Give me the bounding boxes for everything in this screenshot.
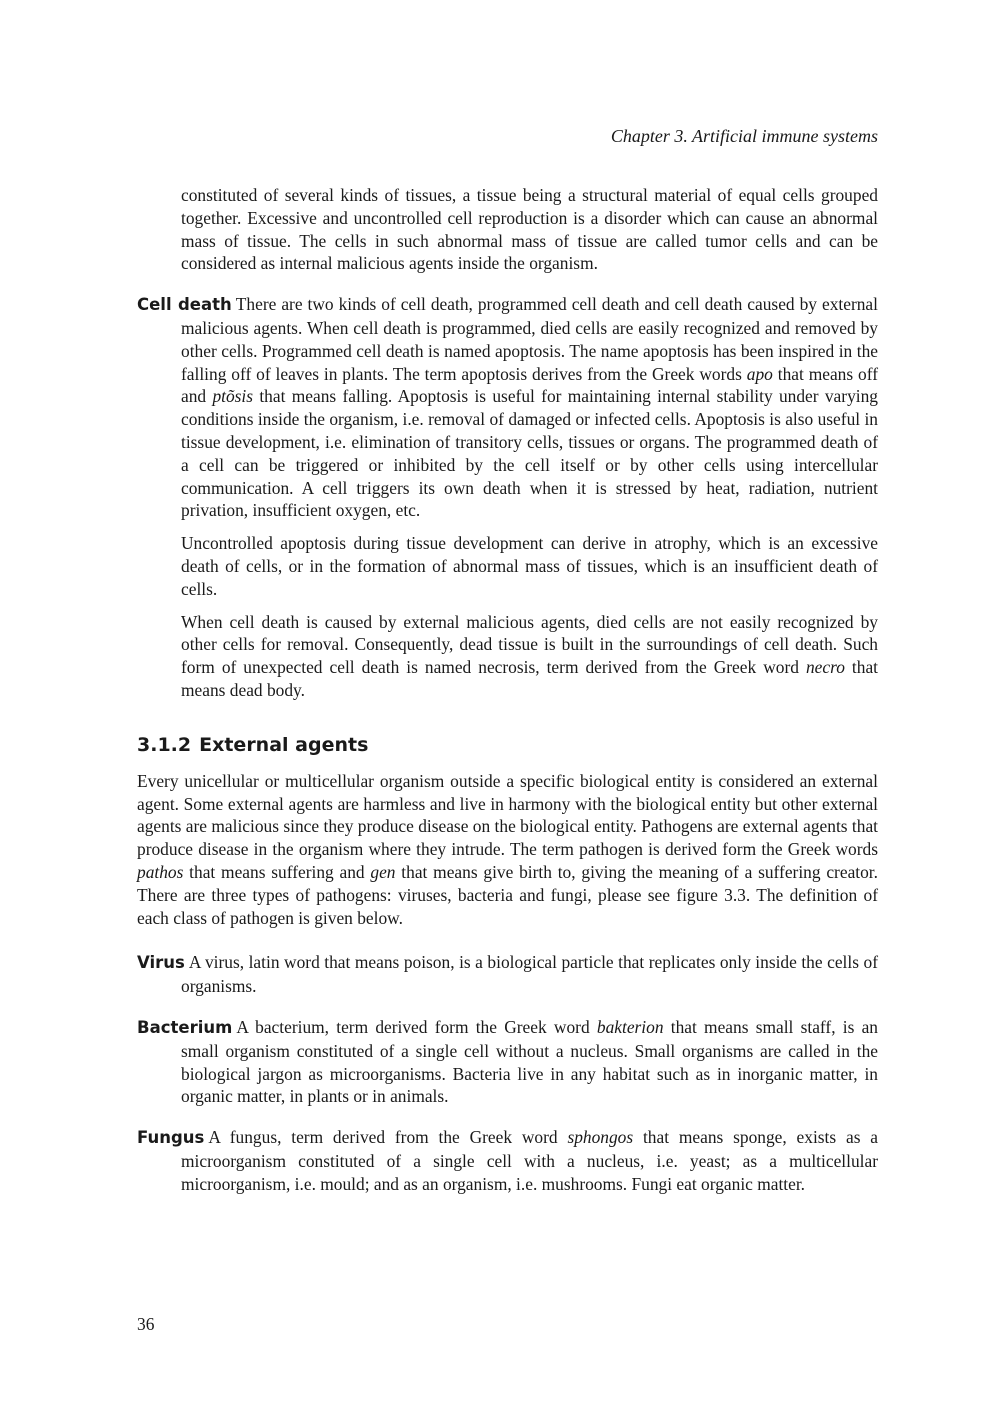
section-intro-paragraph: [137, 770, 878, 930]
section-number: 3.1.2: [137, 733, 192, 756]
intro-text-b: that means suffering and: [183, 861, 371, 882]
greek-sphongos: sphongos: [567, 1127, 634, 1148]
section-title: External agents: [199, 733, 369, 756]
description-virus: [137, 951, 878, 998]
greek-pathos: pathos: [137, 861, 184, 882]
continuation-paragraph: constituted of several kinds of tissues, a tissue being a structural material of equal cells grouped together. Excessive and uncontrolled cell reproduction is a disorder which can cause an abnormal mass of tissue. The cells in such abnormal mass of tissue are called tumor cells and can be considered as internal malicious agents inside the organism.: [181, 185, 878, 274]
virus-text: A virus, latin word that means poison, is a biological particle that replicates only inside the cells of organisms.: [181, 952, 878, 997]
greek-necro: necro: [805, 657, 845, 678]
running-head: Chapter 3. Artificial immune systems: [610, 126, 878, 146]
bacterium-text-a: A bacterium, term derived form the Greek word: [236, 1016, 597, 1037]
cell-death-text-b: that means off and: [181, 363, 878, 407]
necrosis-text-b: that means dead body.: [181, 657, 878, 700]
description-cell-death: [137, 293, 878, 522]
term-cell-death: Cell death: [137, 295, 232, 315]
necrosis-paragraph: [181, 611, 878, 702]
greek-ptosis: ptõsis: [212, 386, 254, 407]
intro-text-c: that means give birth to, giving the meaning of a suffering creator. There are three types of pathogens: viruses, bacteria and fungi, please see figure 3.3. The definition of each class of pathogen is given below.: [137, 861, 878, 928]
cell-death-text-c: that means falling. Apoptosis is useful for maintaining internal stability under varying conditions inside the organism, i.e. removal of damaged or infected cells. Apoptosis is also useful in tissue development, i.e. elimination of transitory cells, tissues or organs. The programmed death of a cell can be triggered or inhibited by the cell itself or by other cells using intercellular communication. A cell triggers its own death when it is stressed by heat, radiation, nutrient privation, insufficient oxygen, etc.: [181, 386, 878, 521]
apoptosis-paragraph: Uncontrolled apoptosis during tissue development can derive in atrophy, which is an excessive death of cells, or in the formation of abnormal mass of tissues, which is an insufficient death of cells.: [181, 533, 878, 599]
greek-apo: apo: [746, 363, 773, 384]
bacterium-text-b: that means small staff, is an small organism constituted of a single cell without a nucleus. Small organisms are called in the biological jargon as microorganisms. Bacteria live in any habitat such as in inorganic matter, in organic matter, in plants or in animals.: [181, 1016, 879, 1107]
greek-gen: gen: [370, 861, 396, 882]
greek-bakterion: bakterion: [596, 1016, 664, 1037]
description-bacterium: [137, 1016, 878, 1108]
description-fungus: [137, 1126, 878, 1195]
fungus-text-a: A fungus, term derived from the Greek word: [208, 1127, 568, 1148]
fungus-text-b: that means sponge, exists as a microorganism constituted of a single cell with a nucleus, i.e. yeast; as a multicellular microorganism, i.e. mould; and as an organism, i.e. mushrooms. Fungi eat organic matter.: [181, 1127, 878, 1194]
necrosis-text-a: When cell death is caused by external malicious agents, died cells are not easily recognized by other cells for removal. Consequently, dead tissue is built in the surroundings of cell death. Such form of unexpected cell death is named necrosis, term derived from the Greek word: [181, 611, 878, 678]
section-heading: [137, 732, 878, 758]
term-bacterium: Bacterium: [137, 1017, 233, 1037]
term-virus: Virus: [137, 953, 185, 973]
page-content: [137, 184, 878, 1195]
term-fungus: Fungus: [137, 1128, 205, 1148]
cell-death-text-a: There are two kinds of cell death, programmed cell death and cell death caused by external malicious agents. When cell death is programmed, died cells are easily recognized and removed by other cells. Programmed cell death is named apoptosis. The name apoptosis has been inspired in the falling off of leaves in plants. The term apoptosis derives from the Greek words: [181, 294, 878, 384]
page-number: 36: [137, 1314, 155, 1334]
intro-text-a: Every unicellular or multicellular organism outside a specific biological entity is considered an external agent. Some external agents are harmless and live in harmony with the biological entity but other external agents are malicious since they produce disease on the biological entity. Pathogens are external agents that produce disease in the organism where they intrude. The term pathogen is derived form the Greek words: [137, 770, 878, 860]
